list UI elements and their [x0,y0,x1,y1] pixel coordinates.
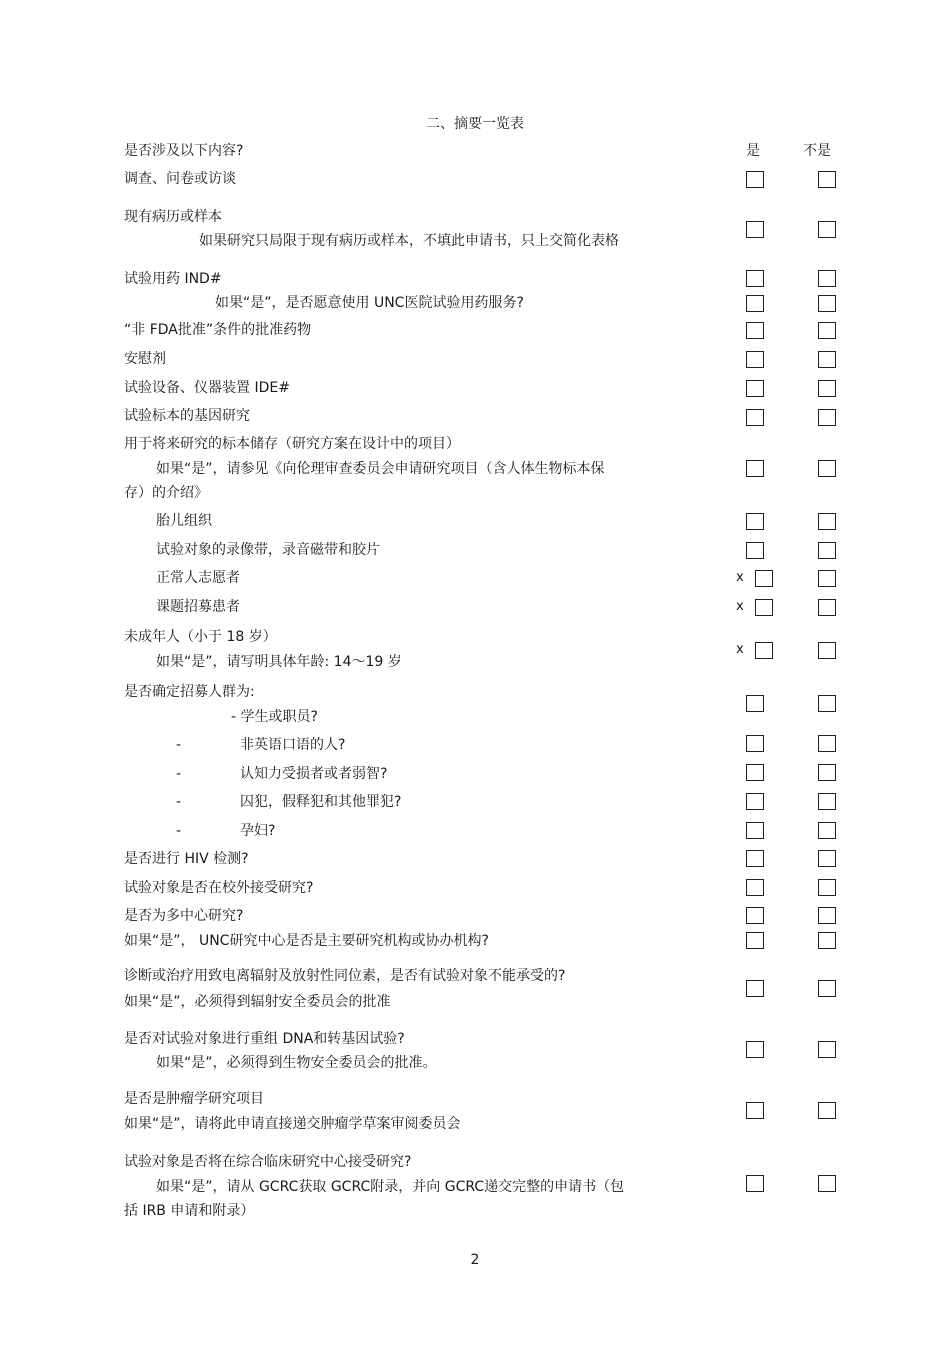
row-6-text-1: 安慰剂 [124,351,166,367]
row-27-text-1: 试验对象是否将在综合临床研究中心接受研究? [124,1154,412,1170]
row-25-yes-checkbox[interactable] [746,1041,764,1058]
row-15-text-1: 是否确定招募人群为: [124,684,255,700]
row-25-text-2: 如果“是”，必须得到生物安全委员会的批准。 [156,1055,437,1071]
page-number: 2 [470,1252,480,1268]
row-25-text-1: 是否对试验对象进行重组 DNA和转基因试验? [124,1031,405,1047]
row-19-text-2: 孕妇? [240,823,276,839]
row-9-no-checkbox[interactable] [818,460,836,477]
row-4-yes-checkbox[interactable] [746,295,764,312]
row-17-text-2: 认知力受损者或者弱智? [240,766,388,782]
row-11-yes-checkbox[interactable] [746,542,764,559]
row-16-no-checkbox[interactable] [818,735,836,752]
row-22-yes-checkbox[interactable] [746,907,764,924]
row-21-no-checkbox[interactable] [818,879,836,896]
row-7-yes-checkbox[interactable] [746,380,764,397]
row-3-yes-checkbox[interactable] [746,270,764,287]
row-11-no-checkbox[interactable] [818,542,836,559]
row-16-text-1: - [176,737,182,753]
row-9-text-2: 如果“是”，请参见《向伦理审查委员会申请研究项目（含人体生物标本保 [156,461,605,477]
row-11-text-1: 试验对象的录像带，录音磁带和胶片 [156,542,380,558]
row-12-yes-checkbox[interactable] [755,570,773,587]
row-21-yes-checkbox[interactable] [746,879,764,896]
row-16-yes-checkbox[interactable] [746,735,764,752]
row-26-yes-checkbox[interactable] [746,1102,764,1119]
no-column-header: 不是 [803,143,831,159]
row-13-text-1: 课题招募患者 [156,599,240,615]
row-24-text-2: 如果“是”，必须得到辐射安全委员会的批准 [124,994,391,1010]
row-21-text-1: 试验对象是否在校外接受研究? [124,880,314,896]
row-14-text-1: 未成年人（小于 18 岁） [124,629,277,645]
row-27-no-checkbox[interactable] [818,1175,836,1192]
row-7-no-checkbox[interactable] [818,380,836,397]
row-5-yes-checkbox[interactable] [746,322,764,339]
row-22-no-checkbox[interactable] [818,907,836,924]
row-9-text-3: 存）的介绍》 [124,485,208,501]
row-15-text-2: - 学生或职员? [231,709,318,725]
row-26-no-checkbox[interactable] [818,1102,836,1119]
row-1-text-1: 调查、问卷或访谈 [124,171,236,187]
row-5-no-checkbox[interactable] [818,322,836,339]
question-header: 是否涉及以下内容? [124,143,244,159]
row-27-yes-checkbox[interactable] [746,1175,764,1192]
row-16-text-2: 非英语口语的人? [240,737,346,753]
row-22-text-1: 是否为多中心研究? [124,908,244,924]
row-4-text-1: 如果“是”，是否愿意使用 UNC医院试验用药服务? [215,295,524,311]
row-10-text-1: 胎儿组织 [156,513,212,529]
row-4-no-checkbox[interactable] [818,295,836,312]
row-23-text-1: 如果“是”， UNC研究中心是否是主要研究机构或协办机构? [124,933,489,949]
row-8-no-checkbox[interactable] [818,409,836,426]
row-20-text-1: 是否进行 HIV 检测? [124,851,249,867]
row-8-yes-checkbox[interactable] [746,409,764,426]
row-20-yes-checkbox[interactable] [746,850,764,867]
row-10-no-checkbox[interactable] [818,513,836,530]
row-18-text-2: 囚犯，假释犯和其他罪犯? [240,794,402,810]
row-12-no-checkbox[interactable] [818,570,836,587]
row-1-yes-checkbox[interactable] [746,171,764,188]
row-19-text-1: - [176,823,182,839]
row-15-yes-checkbox[interactable] [746,695,764,712]
row-8-text-1: 试验标本的基因研究 [124,408,250,424]
row-14-text-2: 如果“是”，请写明具体年龄: 14～19 岁 [156,654,402,670]
row-18-no-checkbox[interactable] [818,793,836,810]
row-19-yes-checkbox[interactable] [746,822,764,839]
row-3-no-checkbox[interactable] [818,270,836,287]
row-6-yes-checkbox[interactable] [746,351,764,368]
row-14-yes-mark: x [736,642,744,657]
row-6-no-checkbox[interactable] [818,351,836,368]
row-17-text-1: - [176,766,182,782]
row-10-yes-checkbox[interactable] [746,513,764,530]
row-17-yes-checkbox[interactable] [746,764,764,781]
row-26-text-2: 如果“是”，请将此申请直接递交肿瘤学草案审阅委员会 [124,1116,461,1132]
row-13-yes-checkbox[interactable] [755,599,773,616]
row-2-text-1: 现有病历或样本 [124,209,222,225]
row-20-no-checkbox[interactable] [818,850,836,867]
row-24-no-checkbox[interactable] [818,980,836,997]
row-3-text-1: 试验用药 IND# [124,271,222,287]
row-17-no-checkbox[interactable] [818,764,836,781]
row-24-text-1: 诊断或治疗用致电离辐射及放射性同位素，是否有试验对象不能承受的? [124,968,566,984]
row-13-no-checkbox[interactable] [818,599,836,616]
row-23-yes-checkbox[interactable] [746,932,764,949]
row-27-text-2: 如果“是”，请从 GCRC获取 GCRC附录，并向 GCRC递交完整的申请书（包 [156,1179,625,1195]
row-1-no-checkbox[interactable] [818,171,836,188]
row-26-text-1: 是否是肿瘤学研究项目 [124,1091,264,1107]
row-15-no-checkbox[interactable] [818,695,836,712]
page-title: 二、摘要一览表 [426,116,524,132]
row-24-yes-checkbox[interactable] [746,980,764,997]
row-14-no-checkbox[interactable] [818,642,836,659]
row-25-no-checkbox[interactable] [818,1041,836,1058]
yes-column-header: 是 [746,143,760,159]
row-2-yes-checkbox[interactable] [746,221,764,238]
row-18-yes-checkbox[interactable] [746,793,764,810]
row-12-yes-mark: x [736,570,744,585]
row-2-text-2: 如果研究只局限于现有病历或样本，不填此申请书，只上交简化表格 [199,233,619,249]
row-9-text-1: 用于将来研究的标本储存（研究方案在设计中的项目） [124,436,460,452]
row-7-text-1: 试验设备、仪器装置 IDE# [124,380,290,396]
row-27-text-3: 括 IRB 申请和附录） [124,1203,255,1219]
row-13-yes-mark: x [736,599,744,614]
row-18-text-1: - [176,794,182,810]
row-9-yes-checkbox[interactable] [746,460,764,477]
row-12-text-1: 正常人志愿者 [156,570,240,586]
row-5-text-1: “非 FDA批准”条件的批准药物 [124,322,312,338]
row-2-no-checkbox[interactable] [818,221,836,238]
row-19-no-checkbox[interactable] [818,822,836,839]
row-23-no-checkbox[interactable] [818,932,836,949]
row-14-yes-checkbox[interactable] [755,642,773,659]
